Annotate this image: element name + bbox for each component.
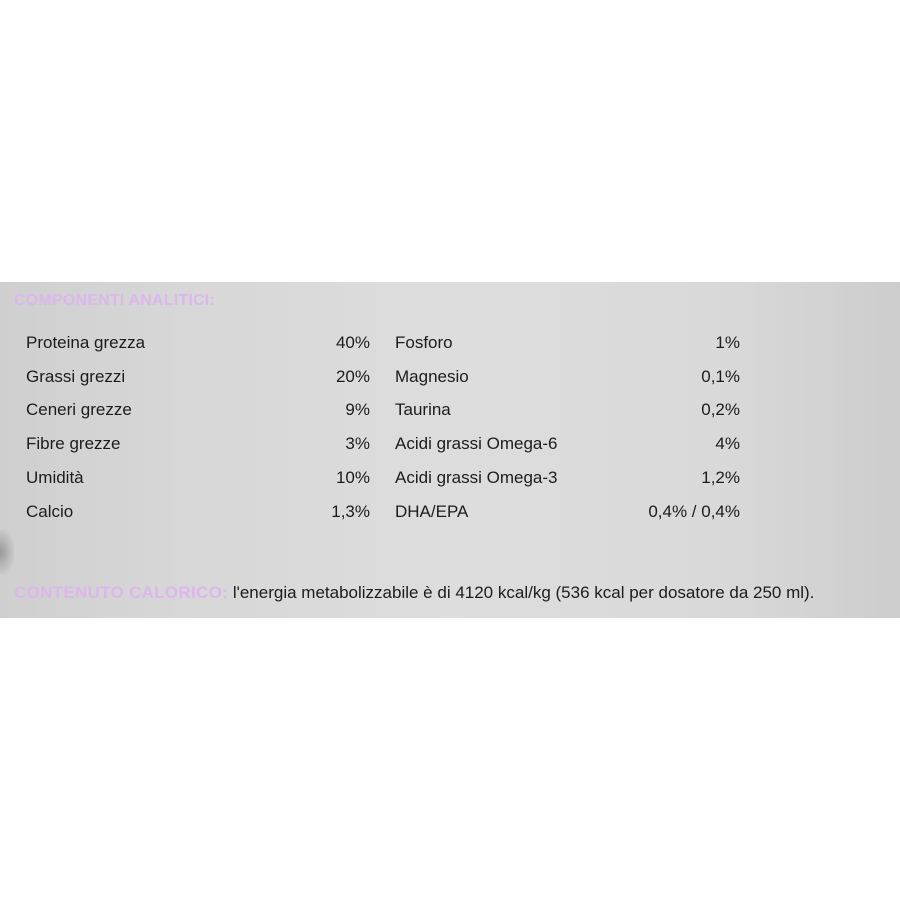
left-row-label: Ceneri grezze <box>26 400 132 419</box>
left-row-label: Grassi grezzi <box>26 367 126 386</box>
right-row-value: 0,4% / 0,4% <box>648 502 740 521</box>
left-row-value: 10% <box>335 468 370 487</box>
right-row-value: 4% <box>715 434 740 453</box>
left-row-value: 3% <box>345 434 370 453</box>
left-row-value: 1,3% <box>331 502 370 521</box>
left-row-value: 9% <box>345 400 370 419</box>
right-row-label: Magnesio <box>395 367 469 386</box>
section-title: COMPONENTI ANALITICI: <box>14 292 215 309</box>
left-row-value: 40% <box>335 333 370 352</box>
right-row-label: Acidi grassi Omega-6 <box>395 434 558 453</box>
left-row-value: 20% <box>335 367 370 386</box>
caloric-label: CONTENUTO CALORICO: <box>14 583 229 602</box>
right-row-value: 0,1% <box>701 367 740 386</box>
panel-shadow <box>0 530 14 574</box>
right-row-label: DHA/EPA <box>395 502 469 521</box>
right-row-value: 1,2% <box>701 468 740 487</box>
left-row-label: Fibre grezze <box>26 434 121 453</box>
right-row-label: Taurina <box>395 400 451 419</box>
right-row-label: Fosforo <box>395 333 453 352</box>
right-row-value: 0,2% <box>701 400 740 419</box>
right-row-label: Acidi grassi Omega-3 <box>395 468 558 487</box>
left-row-label: Proteina grezza <box>26 333 146 352</box>
left-row-label: Calcio <box>26 502 74 521</box>
left-row-label: Umidità <box>26 468 84 487</box>
right-row-value: 1% <box>715 333 740 352</box>
caloric-text: l'energia metabolizzabile è di 4120 kcal/kg (536 kcal per dosatore da 250 ml). <box>228 583 815 602</box>
caloric-content <box>14 583 814 603</box>
